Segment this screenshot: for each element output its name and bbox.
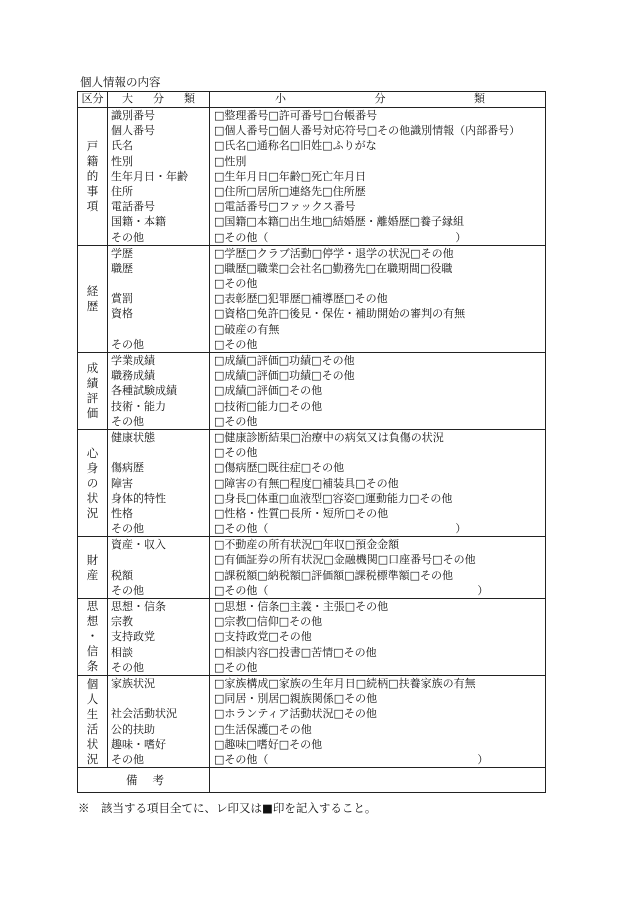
section-category — [78, 429, 108, 536]
category-char: 成 — [86, 360, 99, 375]
header-char: 類 — [474, 92, 485, 105]
major-item: その他 — [111, 752, 144, 766]
major-item: 職歴 — [111, 261, 133, 275]
major-item: 資産・収入 — [111, 538, 166, 552]
header-char: 類 — [184, 92, 195, 105]
minor-item-checkboxes[interactable]: □その他 — [214, 414, 258, 428]
minor-category-list — [210, 599, 546, 676]
minor-category-list — [210, 245, 546, 352]
category-char: 況 — [86, 505, 99, 520]
minor-item-checkboxes[interactable]: □表彰歴□犯罪歴□補導歴□その他 — [214, 292, 388, 306]
section-row — [78, 245, 546, 352]
category-char: 状 — [86, 736, 99, 751]
minor-item-checkboxes[interactable]: □氏名□通称名□旧姓□ふりがな — [214, 139, 377, 153]
major-item — [108, 691, 209, 706]
header-minor-category — [210, 92, 546, 108]
category-char: 産 — [86, 567, 99, 582]
major-item: 学業成績 — [111, 354, 155, 367]
minor-category-list — [210, 429, 546, 536]
major-item: 税額 — [111, 568, 133, 582]
major-category-list — [108, 599, 210, 676]
minor-item-checkboxes[interactable]: □成績□評価□その他 — [214, 384, 323, 398]
minor-category-list — [210, 675, 546, 767]
minor-item-checkboxes[interactable]: □課税額□納税額□評価額□課税標準額□その他 — [214, 568, 453, 582]
category-char: 心 — [86, 445, 99, 460]
remarks-char: 考 — [152, 773, 164, 788]
minor-item-checkboxes[interactable]: □資格□免許□後見・保佐・補助開始の審判の有無 — [214, 307, 466, 321]
major-category-list — [108, 537, 210, 599]
minor-item-checkboxes[interactable]: □職歴□職業□会社名□勤務先□在職期間□役職 — [214, 261, 453, 275]
major-item — [108, 552, 209, 567]
minor-item-checkboxes[interactable]: □傷病歴□既往症□その他 — [214, 461, 345, 475]
category-char: の — [86, 475, 99, 490]
major-item: その他 — [111, 414, 144, 428]
minor-item-checkboxes[interactable]: □障害の有無□程度□補装具□その他 — [214, 476, 399, 490]
minor-item-checkboxes[interactable]: □家族構成□家族の生年月日□続柄□扶養家族の有無 — [214, 676, 476, 690]
category-char: 項 — [86, 198, 99, 213]
minor-item-checkboxes[interactable]: □整理番号□許可番号□台帳番号 — [214, 109, 378, 122]
minor-item-checkboxes[interactable]: □技術□能力□その他 — [214, 399, 323, 413]
category-char: 価 — [86, 405, 99, 420]
major-item: 個人番号 — [111, 124, 155, 138]
major-item: 趣味・嗜好 — [111, 737, 166, 751]
remarks-field[interactable] — [210, 768, 546, 793]
major-category-list — [108, 675, 210, 767]
minor-item-checkboxes[interactable]: □破産の有無 — [214, 322, 280, 336]
major-item: 資格 — [111, 307, 133, 321]
major-category-list — [108, 429, 210, 536]
minor-item-checkboxes[interactable]: □住所□居所□連絡先□住所歴 — [214, 184, 366, 198]
category-char: 生 — [86, 706, 99, 721]
major-item: その他 — [111, 522, 144, 536]
major-item: 健康状態 — [111, 430, 155, 444]
section-category — [78, 245, 108, 352]
header-major-category — [108, 92, 210, 108]
category-char: 想 — [86, 614, 99, 629]
minor-item-checkboxes[interactable]: □ホランティア活動状況□その他 — [214, 707, 377, 721]
major-category-list — [108, 108, 210, 246]
major-item: 身体的特性 — [111, 491, 166, 505]
minor-item-checkboxes[interactable]: □成績□評価□功績□その他 — [214, 369, 355, 383]
category-char: 信 — [86, 644, 99, 659]
category-char: 歴 — [86, 298, 99, 313]
personal-info-table — [77, 91, 546, 793]
header-char: 大 — [122, 92, 133, 105]
section-category — [78, 108, 108, 246]
section-row — [78, 429, 546, 536]
section-row — [78, 353, 546, 430]
category-char: 戸 — [86, 138, 99, 153]
minor-item-checkboxes[interactable]: □支持政党□その他 — [214, 630, 312, 644]
minor-item-checkboxes[interactable]: □相談内容□投書□苦情□その他 — [214, 645, 377, 659]
category-char: 況 — [86, 751, 99, 766]
major-item: 社会活動状況 — [111, 707, 177, 721]
minor-item-checkboxes[interactable]: □成績□評価□功績□その他 — [214, 354, 355, 367]
major-item: 職務成績 — [111, 369, 155, 383]
category-char: ・ — [86, 629, 99, 644]
section-row — [78, 675, 546, 767]
major-item: 障害 — [111, 476, 133, 490]
minor-item-checkboxes[interactable]: □学歴□クラブ活動□停学・退学の状況□その他 — [214, 246, 454, 260]
sections-body — [78, 108, 546, 768]
major-item: 住所 — [111, 184, 133, 198]
major-category-list — [108, 245, 210, 352]
major-category-list — [108, 353, 210, 430]
major-item: 技術・能力 — [111, 399, 166, 413]
major-item: 識別番号 — [111, 109, 155, 122]
header-char: 小 — [275, 92, 286, 105]
minor-item-checkboxes[interactable]: □電話番号□ファックス番号 — [214, 200, 356, 214]
minor-item-checkboxes[interactable]: □その他 — [214, 337, 258, 351]
remarks-label — [78, 768, 210, 793]
minor-item-checkboxes[interactable]: □思想・信条□主義・主張□その他 — [214, 600, 389, 613]
major-item: 支持政党 — [111, 630, 155, 644]
major-item: その他 — [111, 583, 144, 597]
major-item — [108, 276, 209, 291]
minor-item-checkboxes[interactable]: □生活保護□その他 — [214, 722, 312, 736]
remarks-char: 備 — [126, 773, 138, 788]
major-item — [108, 445, 209, 460]
category-char: 財 — [86, 552, 99, 567]
major-item: 家族状況 — [111, 676, 155, 690]
minor-item-checkboxes[interactable]: □性別 — [214, 154, 247, 168]
category-char: 的 — [86, 168, 99, 183]
major-item: 氏名 — [111, 139, 133, 153]
major-item: 公的扶助 — [111, 722, 155, 736]
section-category — [78, 353, 108, 430]
minor-item-checkboxes[interactable]: □生年月日□年齢□死亡年月日 — [214, 169, 367, 183]
section-category — [78, 599, 108, 676]
major-item: 各種試験成績 — [111, 384, 177, 398]
minor-item-checkboxes[interactable]: □健康診断結果□治療中の病気又は負傷の状況 — [214, 430, 444, 444]
category-char: 身 — [86, 460, 99, 475]
minor-item-checkboxes[interactable]: □その他 — [214, 446, 258, 460]
major-item: その他 — [111, 230, 144, 244]
major-item: 賞罰 — [111, 292, 133, 306]
section-row — [78, 599, 546, 676]
minor-item-checkboxes[interactable]: □その他 — [214, 660, 258, 674]
major-item: 相談 — [111, 645, 133, 659]
minor-item-checkboxes[interactable]: □身長□体重□血液型□容姿□運動能力□その他 — [214, 491, 453, 505]
minor-item-checkboxes[interactable]: □その他（ ） — [214, 752, 489, 766]
header-row — [78, 92, 546, 108]
major-item: 性別 — [111, 154, 133, 168]
category-char: 績 — [86, 375, 99, 390]
minor-item-checkboxes[interactable]: □個人番号□個人番号対応符号□その他識別情報（内部番号） — [214, 124, 521, 138]
footnote: ※ 該当する項目全てに、レ印又は■印を記入すること。 — [78, 801, 377, 815]
category-char: 個 — [86, 676, 99, 691]
form-title: 個人情報の内容 — [80, 75, 161, 89]
minor-item-checkboxes[interactable]: □その他 — [214, 277, 258, 291]
minor-category-list — [210, 108, 546, 246]
minor-category-list — [210, 537, 546, 599]
minor-item-checkboxes[interactable]: □有価証券の所有状況□金融機関□口座番号□その他 — [214, 553, 476, 567]
minor-item-checkboxes[interactable]: □同居・別居□親族関係□その他 — [214, 692, 378, 706]
category-char: 事 — [86, 183, 99, 198]
category-char: 人 — [86, 691, 99, 706]
header-division: 区分 — [78, 92, 108, 108]
minor-item-checkboxes[interactable]: □その他（ ） — [214, 230, 467, 244]
minor-item-checkboxes[interactable]: □宗教□信仰□その他 — [214, 615, 323, 629]
major-item: 宗教 — [111, 615, 133, 629]
major-item: 生年月日・年齢 — [111, 169, 188, 183]
section-row — [78, 537, 546, 599]
major-item: 国籍・本籍 — [111, 215, 166, 229]
minor-item-checkboxes[interactable]: □趣味□嗜好□その他 — [214, 737, 323, 751]
minor-item-checkboxes[interactable]: □国籍□本籍□出生地□結婚歴・離婚歴□養子縁組 — [214, 215, 464, 229]
minor-item-checkboxes[interactable]: □不動産の所有状況□年収□預金金額 — [214, 538, 400, 552]
section-row — [78, 108, 546, 246]
category-char: 籍 — [86, 153, 99, 168]
category-char: 評 — [86, 390, 99, 405]
category-char: 経 — [86, 283, 99, 298]
header-char: 分 — [153, 92, 164, 105]
category-char: 状 — [86, 490, 99, 505]
major-item: 学歴 — [111, 246, 133, 260]
minor-category-list — [210, 353, 546, 430]
major-item: 性格 — [111, 506, 133, 520]
category-char: 条 — [86, 659, 99, 674]
major-item: 電話番号 — [111, 200, 155, 214]
section-category — [78, 537, 108, 599]
minor-item-checkboxes[interactable]: □性格・性質□長所・短所□その他 — [214, 506, 389, 520]
major-item: 思想・信条 — [111, 600, 166, 613]
minor-item-checkboxes[interactable]: □その他（ ） — [214, 583, 489, 597]
major-item: その他 — [111, 337, 144, 351]
major-item: 傷病歴 — [111, 461, 144, 475]
minor-item-checkboxes[interactable]: □その他（ ） — [214, 522, 467, 536]
category-char: 思 — [86, 599, 99, 614]
header-char: 分 — [374, 92, 386, 105]
section-category — [78, 675, 108, 767]
major-item — [108, 322, 209, 337]
category-char: 活 — [86, 721, 99, 736]
major-item: その他 — [111, 660, 144, 674]
remarks-row — [78, 768, 546, 793]
